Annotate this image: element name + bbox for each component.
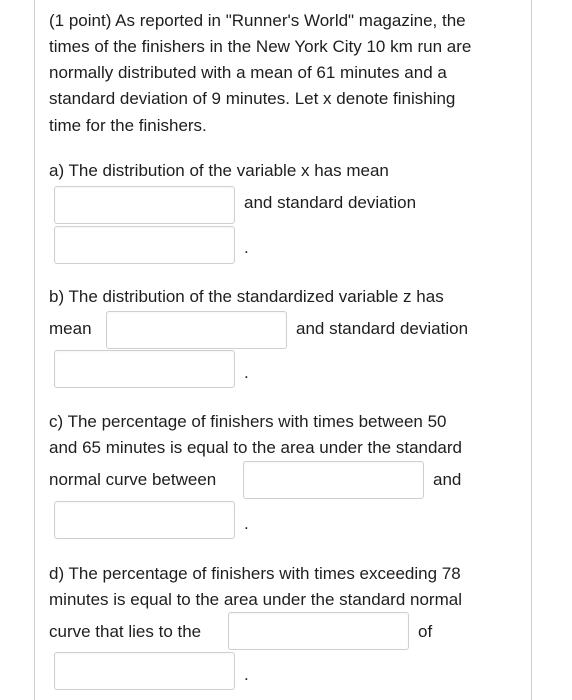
part-d-prompt-line-2: minutes is equal to the area under the standard normal	[49, 590, 462, 609]
part-c-period: .	[244, 514, 249, 533]
part-b-period: .	[244, 363, 249, 382]
part-c-prompt-line-2: and 65 minutes is equal to the area under the standard	[49, 438, 463, 457]
part-b-prompt: b) The distribution of the standardized variable z has	[49, 287, 444, 306]
part-d-prompt-line-1: d) The percentage of finishers with times exceeding 78	[49, 564, 461, 583]
part-b-sd-input[interactable]	[54, 350, 235, 388]
part-d-period: .	[244, 665, 249, 684]
part-a-prompt: a) The distribution of the variable x has mean	[49, 161, 389, 180]
part-d-of-label: of	[418, 622, 433, 641]
part-d-side-input[interactable]	[228, 612, 409, 650]
part-a-sd-label: and standard deviation	[244, 193, 417, 212]
part-c-upper-input[interactable]	[54, 501, 235, 539]
part-b-sd-label: and standard deviation	[296, 319, 469, 338]
part-c-prompt-line-1: c) The percentage of finishers with times between 50	[49, 412, 447, 431]
part-d-side-label: curve that lies to the	[49, 622, 202, 641]
intro-line-2: times of the finishers in the New York City 10 km run are	[49, 37, 472, 56]
part-b-mean-label: mean	[49, 319, 92, 338]
part-d-value-input[interactable]	[54, 652, 235, 690]
intro-line-3: normally distributed with a mean of 61 minutes and a	[49, 63, 447, 82]
intro-line-5: time for the finishers.	[49, 116, 207, 135]
part-c-and-label: and	[433, 470, 462, 489]
part-b-mean-input[interactable]	[106, 311, 287, 349]
part-a-mean-input[interactable]	[54, 186, 235, 224]
intro-line-4: standard deviation of 9 minutes. Let x denote finishing	[49, 89, 456, 108]
intro-line-1: (1 point) As reported in "Runner's World" magazine, the	[49, 11, 466, 30]
part-c-lower-input[interactable]	[243, 461, 424, 499]
part-a-sd-input[interactable]	[54, 226, 235, 264]
part-a-period: .	[244, 238, 249, 257]
part-c-between-label: normal curve between	[49, 470, 217, 489]
